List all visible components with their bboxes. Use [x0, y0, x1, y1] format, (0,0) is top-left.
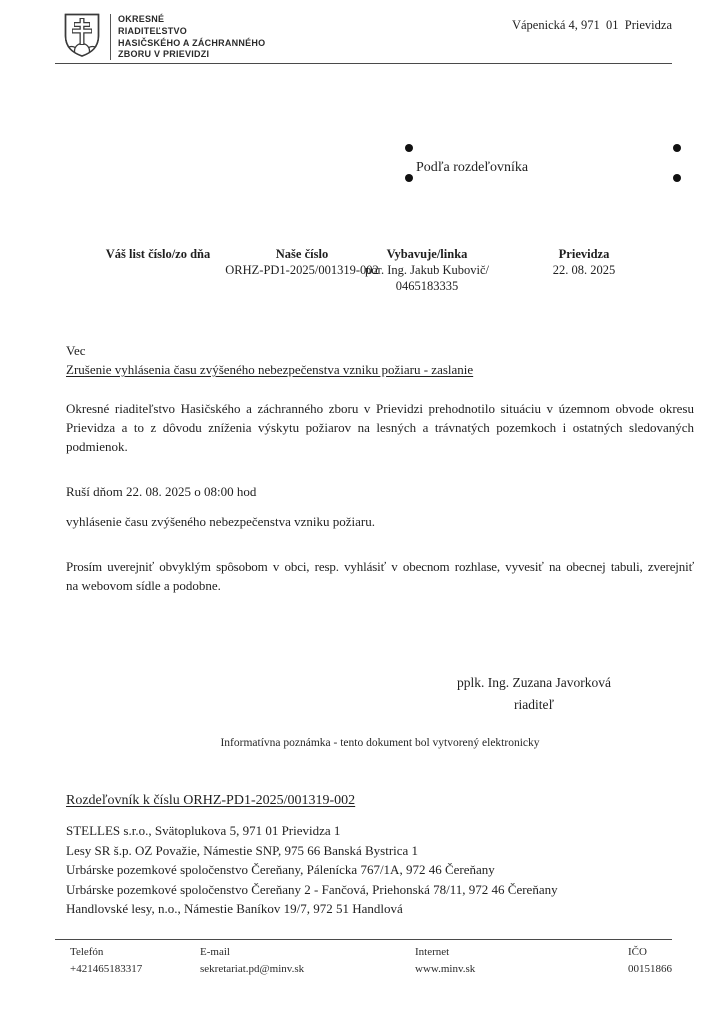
- footer-phone-value: +421465183317: [70, 963, 143, 975]
- window-mark-bottom-left: [405, 174, 413, 182]
- org-logo: [63, 12, 101, 63]
- paragraph-1-line: podmienok.: [66, 439, 128, 454]
- paragraph-1: [66, 399, 694, 456]
- footer-email-value: sekretariat.pd@minv.sk: [200, 963, 305, 975]
- footer-rule: [55, 939, 672, 940]
- org-name: [118, 14, 265, 61]
- distribution-recipient: Urbárske pozemkové spoločenstvo Čereňany, Pálenícka 767/1A, 972 46 Čereňany: [66, 862, 495, 877]
- signature-block: [404, 672, 664, 716]
- distribution-recipient: Urbárske pozemkové spoločenstvo Čereňany 2 - Fančová, Priehonská 78/11, 972 46 Čereňany: [66, 881, 558, 897]
- cancel-line: Ruší dňom 22. 08. 2025 o 08:00 hod: [66, 484, 257, 499]
- recipient-line: Podľa rozdeľovníka: [416, 160, 529, 175]
- ref-value-date: 22. 08. 2025: [552, 263, 616, 277]
- informational-note: Informatívna poznámka - tento dokument bol vytvorený elektronicky: [220, 737, 540, 749]
- logo-divider: [110, 14, 111, 60]
- paragraph-1-line: Okresné riaditeľstvo Hasičského a záchranného zboru v Prievidzi prehodnotilo situáciu v územnom obvode okresu: [66, 401, 694, 416]
- footer-ico-label: IČO: [628, 946, 647, 958]
- distribution-recipient: Lesy SR š.p. OZ Považie, Námestie SNP, 975 66 Banská Bystrica 1: [66, 842, 419, 858]
- distribution-recipient: STELLES s.r.o., Svätoplukova 5, 971 01 Prievidza 1: [66, 823, 341, 838]
- distribution-heading: Rozdeľovník k číslu ORHZ-PD1-2025/001319-002: [66, 793, 356, 808]
- vec-label: Vec: [66, 343, 86, 358]
- footer-phone-label: Telefón: [70, 946, 104, 958]
- ref-col-place-date: [534, 246, 634, 278]
- ref-value-our-number: ORHZ-PD1-2025/001319-002: [225, 263, 379, 277]
- ref-header-place: Prievidza: [558, 247, 610, 261]
- org-name-line: OKRESNÉ: [118, 14, 165, 24]
- paragraph-2: [66, 557, 694, 595]
- hq-address: Vápenická 4, 971 01 Prievidza: [511, 18, 672, 32]
- window-mark-top-left: [405, 144, 413, 152]
- distribution-recipient: Handlovské lesy, n.o., Námestie Baníkov 19/7, 972 51 Handlová: [66, 901, 403, 916]
- window-mark-top-right: [673, 144, 681, 152]
- subject-line: Zrušenie vyhlásenia času zvýšeného nebezpečenstva vzniku požiaru - zaslanie: [66, 362, 474, 377]
- ref-value-handler-phone: 0465183335: [395, 279, 459, 293]
- ref-header-your-number: Váš list číslo/zo dňa: [105, 247, 211, 261]
- paragraph-2-line: Prosím uverejniť obvyklým spôsobom v obci, resp. vyhlásiť v obecnom rozhlase, vyvesiť na obecnej tabuli, zverejniť: [66, 559, 694, 574]
- signatory-name: pplk. Ing. Zuzana Javorková: [456, 675, 612, 690]
- footer-col-phone: [70, 946, 142, 975]
- declaration-line: vyhlásenie času zvýšeného nebezpečenstva vzniku požiaru.: [66, 514, 375, 529]
- window-mark-bottom-right: [673, 174, 681, 182]
- slovak-coat-of-arms-icon: [63, 12, 101, 58]
- signatory-title: riaditeľ: [514, 697, 554, 712]
- footer-ico-value: 00151866: [628, 963, 672, 975]
- org-name-line: ZBORU V PRIEVIDZI: [118, 49, 210, 60]
- org-name-line: HASIČSKÉHO A ZÁCHRANNÉHO: [118, 37, 266, 48]
- ref-header-handled-by: Vybavuje/linka: [386, 247, 468, 261]
- distribution-list: [66, 821, 694, 919]
- ref-col-handled-by: [342, 246, 512, 294]
- footer-internet-label: Internet: [415, 946, 450, 958]
- paragraph-2-line: na webovom sídle a podobne.: [66, 578, 221, 593]
- footer-col-internet: [415, 946, 475, 975]
- footer-col-ico: [628, 946, 672, 975]
- paragraph-1-line: Prievidza a to z dôvodu zníženia výskytu požiarov na lesných a trávnatých pozemkoch i ostatných sledovaných: [66, 420, 694, 435]
- footer-email-label: E-mail: [200, 946, 230, 958]
- org-name-line: RIADITEĽSTVO: [118, 25, 188, 36]
- footer-col-email: [200, 946, 304, 975]
- ref-header-our-number: Naše číslo: [275, 247, 329, 261]
- ref-value-handler-name: por. Ing. Jakub Kubovič/: [365, 263, 489, 277]
- footer-internet-value: www.minv.sk: [415, 963, 476, 975]
- header-rule: [55, 63, 672, 64]
